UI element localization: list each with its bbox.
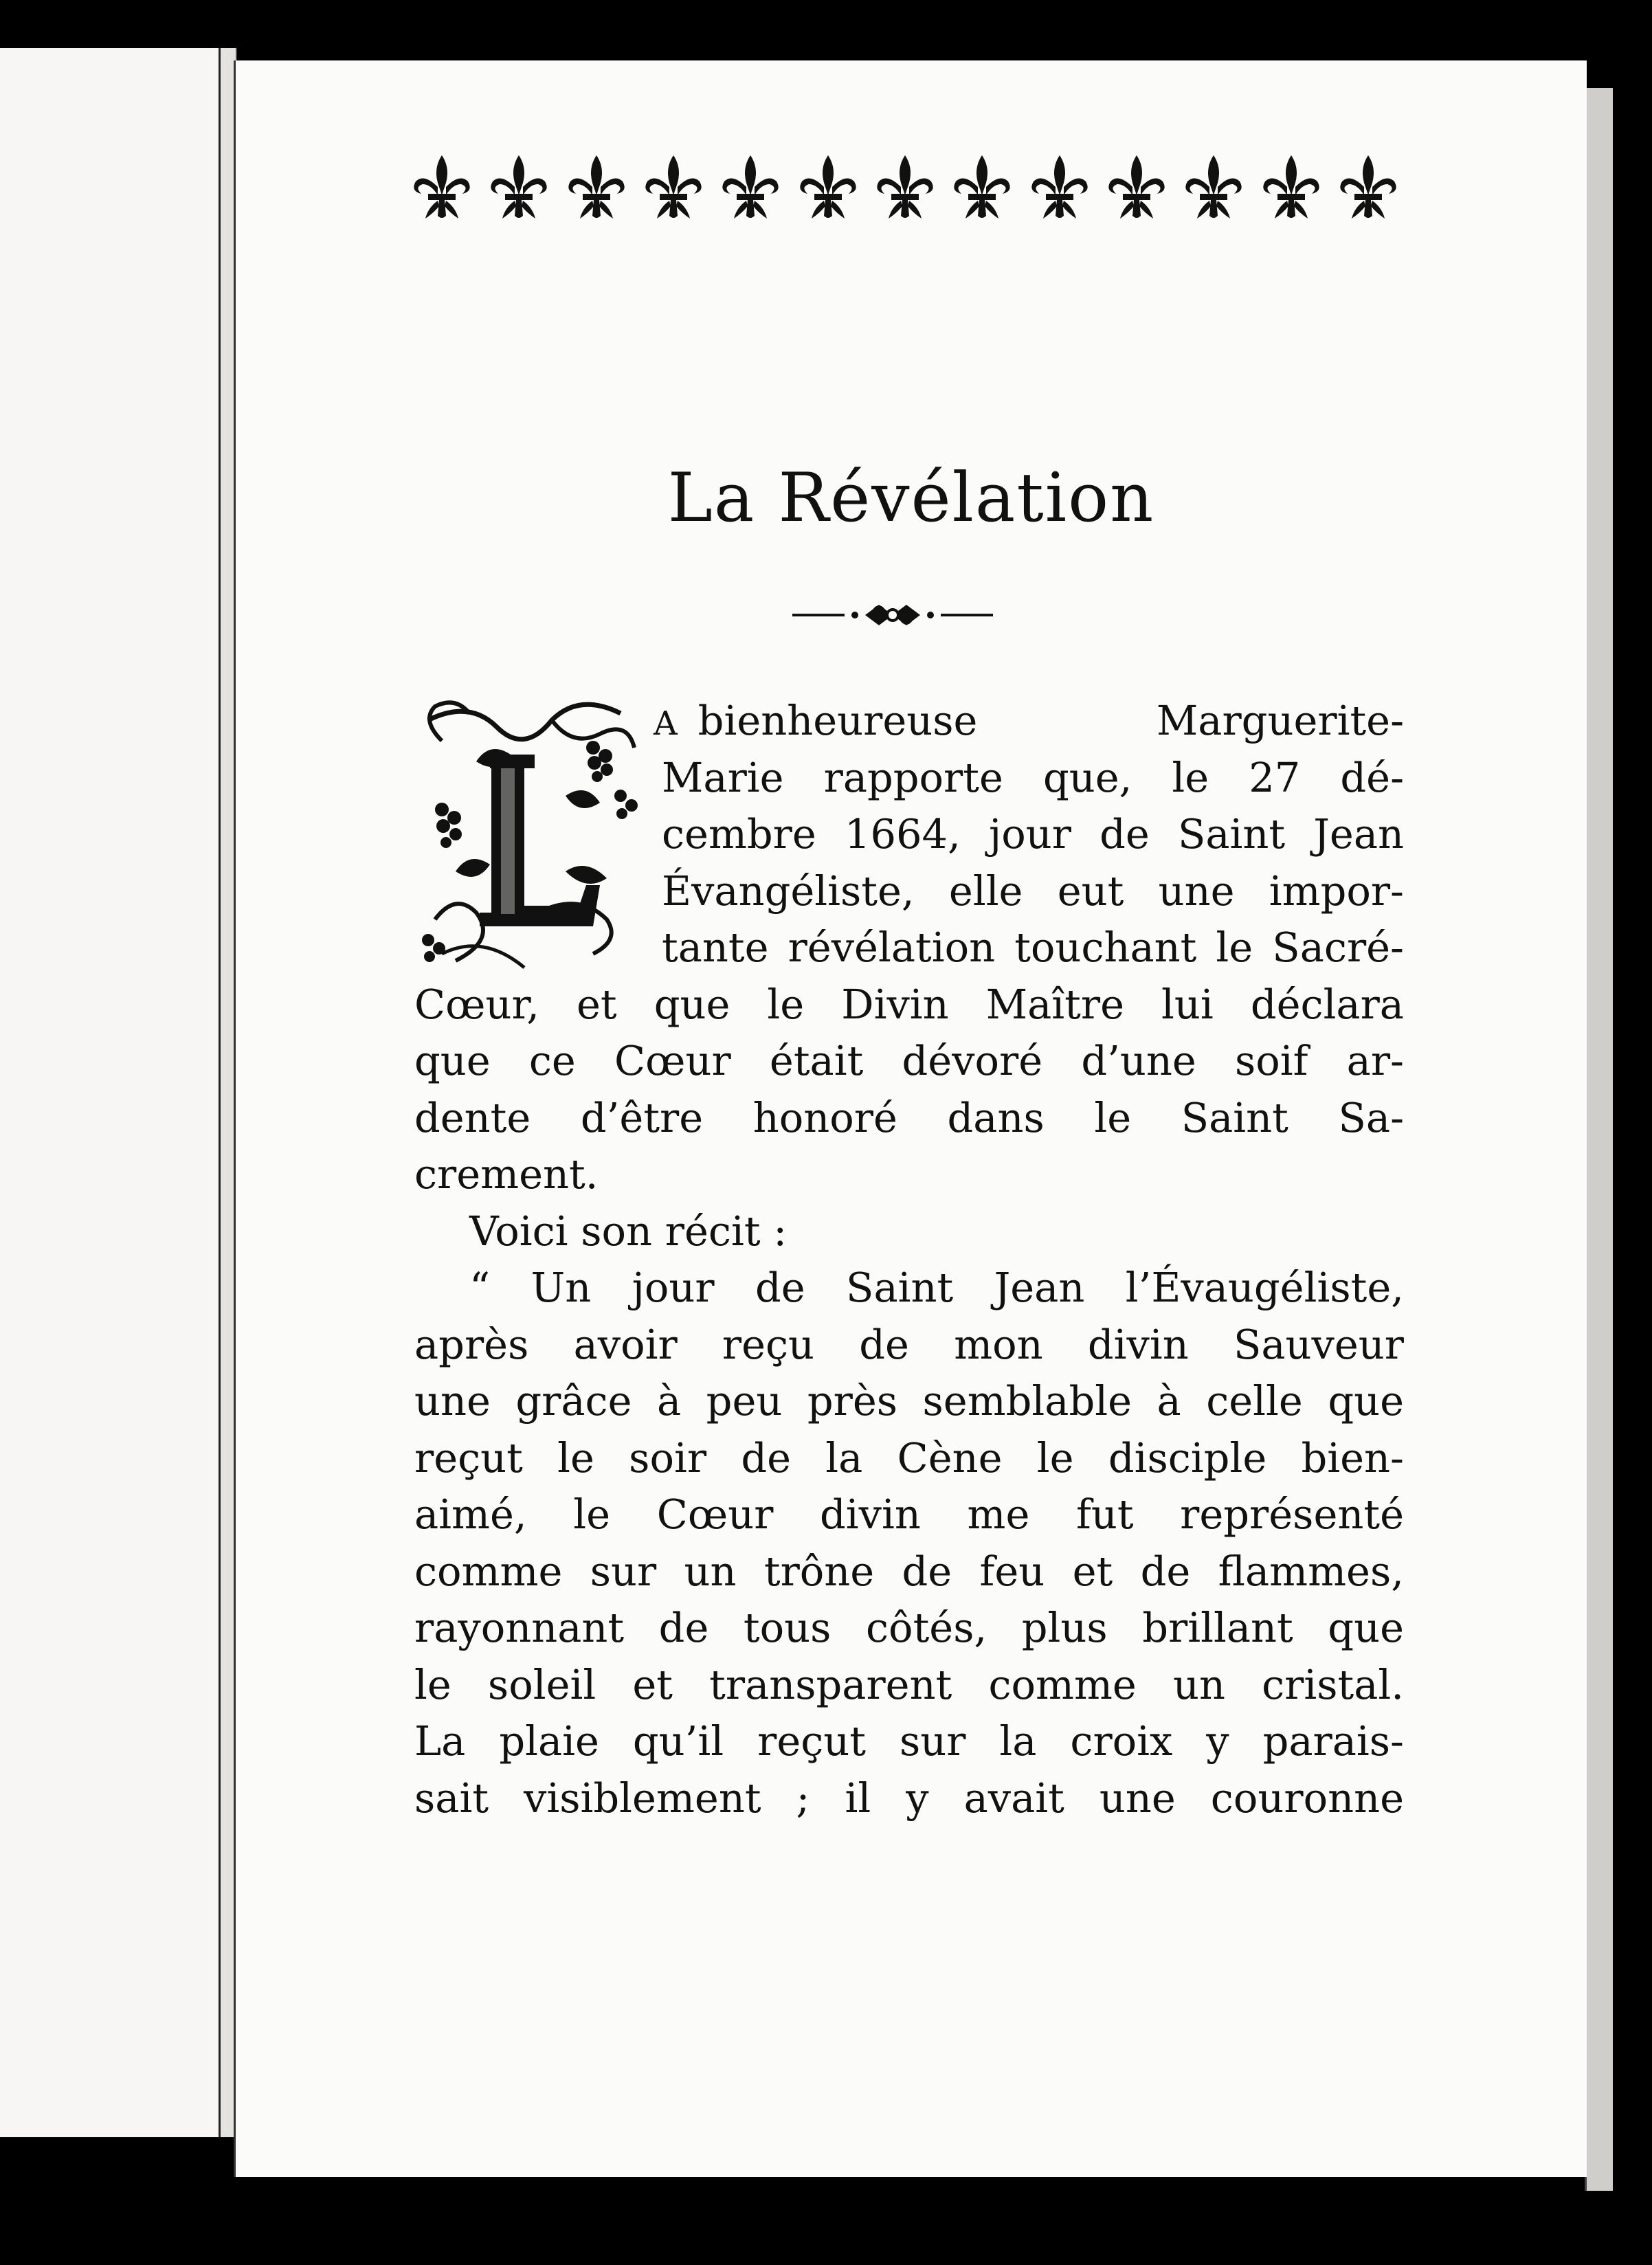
text-line-8: dente d’être honoré dans le Saint Sa- — [414, 1093, 1404, 1141]
text-line-17: rayonnant de tous côtés, plus brillant que — [414, 1604, 1404, 1651]
fleur-de-lis-border — [410, 153, 1400, 221]
fleur-de-lis-icon — [796, 153, 860, 221]
fleur-de-lis-icon — [1105, 153, 1168, 221]
text-line-10: Voici son récit : — [469, 1207, 788, 1255]
scroll-ornament-icon — [790, 591, 996, 639]
fleur-de-lis-icon — [1182, 153, 1245, 221]
fleur-de-lis-icon — [1337, 153, 1400, 221]
text-line-3: cembre 1664, jour de Saint Jean — [662, 810, 1404, 858]
text-line-15: aimé, le Cœur divin me fut représenté — [414, 1491, 1404, 1538]
text-line-1-rest: bienheureuse Marguerite- — [697, 697, 1404, 744]
text-line-6: Cœur, et que le Divin Maître lui déclara — [414, 980, 1404, 1028]
fleur-de-lis-icon — [1260, 153, 1323, 221]
text-line-9: crement. — [414, 1150, 599, 1198]
text-line-7: que ce Cœur était dévoré d’une soif ar- — [414, 1037, 1404, 1084]
fleur-de-lis-icon — [1028, 153, 1091, 221]
text-line-5: tante révélation touchant le Sacré- — [662, 924, 1404, 971]
fleur-de-lis-icon — [410, 153, 473, 221]
text-line-18: le soleil et transparent comme un cristal. — [414, 1660, 1404, 1708]
fleur-de-lis-icon — [719, 153, 782, 221]
fleur-de-lis-icon — [873, 153, 937, 221]
page-edge — [1585, 88, 1613, 2191]
text-line-20: sait visiblement ; il y avait une couronne — [414, 1774, 1404, 1822]
text-line-11: “ Un jour de Saint Jean l’Évaugéliste, — [469, 1264, 1404, 1311]
drop-cap-continuation: A — [654, 704, 678, 743]
text-line-14: reçut le soir de la Cène le disciple bien- — [414, 1433, 1404, 1482]
fleur-de-lis-icon — [642, 153, 705, 221]
book-page — [234, 60, 1587, 2177]
fleur-de-lis-icon — [950, 153, 1014, 221]
fleur-de-lis-icon — [565, 153, 628, 221]
text-line-19: La plaie qu’il reçut sur la croix y parais- — [414, 1717, 1404, 1765]
text-line-12: après avoir reçu de mon divin Sauveur — [414, 1320, 1404, 1368]
text-line-4: Évangéliste, elle eut une impor- — [662, 867, 1404, 915]
left-page-margin — [0, 48, 219, 2137]
floral-drop-cap-icon — [414, 693, 648, 981]
text-line-13: une grâce à peu près semblable à celle que — [414, 1377, 1404, 1425]
text-line-2: Marie rapporte que, le 27 dé- — [662, 753, 1404, 801]
text-line-16: comme sur un trône de feu et de flammes, — [414, 1547, 1404, 1595]
page-title: La Révélation — [667, 459, 1155, 537]
body-text — [414, 693, 1404, 1827]
fleur-de-lis-icon — [487, 153, 550, 221]
